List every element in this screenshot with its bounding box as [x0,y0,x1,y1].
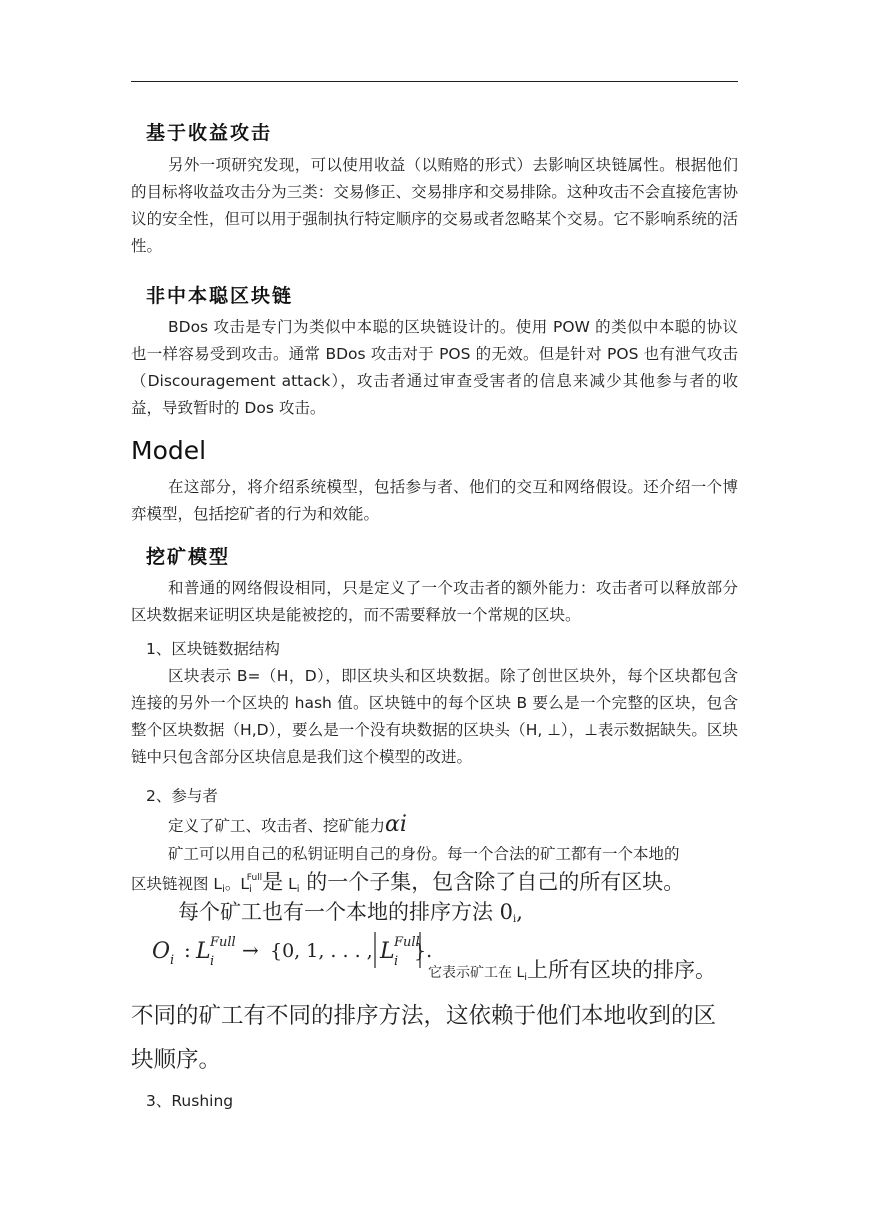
formula-full: Full [210,935,236,950]
line3-part-b: 。L [224,875,249,893]
participants-line-3 [131,866,684,896]
line4-part-b: , [516,900,523,924]
section-heading-profit-attack: 基于收益攻击 [146,122,273,144]
line3-sub-i-2: i [249,884,252,895]
formula-explanation-big: 上所有区块的排序。 [527,958,717,982]
section-heading-model: Model [131,436,207,465]
participants-line-5: 不同的矿工有不同的排序方法，这依赖于他们本地收到的区 [131,1003,717,1029]
formula-explanation-small: 它表示矿工在 L [428,965,525,981]
formula-set-open: {0, 1, . . . , [270,940,373,962]
paragraph-model: 在这部分，将介绍系统模型，包括参与者、他们的交互和网络假设。还介绍一个博弈模型，包括挖矿者的行为和效能。 [131,478,738,523]
paragraph-profit-attack: 另外一项研究发现，可以使用收益（以贿赂的形式）去影响区块链属性。根据他们的目标将收益攻击分为三类：交易修正、交易排序和交易排除。这种攻击不会直接危害协议的安全性，但可以用于强制执行特定顺序的交易或者忽略某个交易。它不影响系统的活性。 [131,156,738,255]
participants-line-6: 块顺序。 [131,1047,222,1073]
ordering-formula [150,926,433,972]
line4-part-a: 每个矿工也有一个本地的排序方法 0 [178,900,514,924]
line3-sub-i-3: i [296,884,300,895]
participants-line-1-text: 定义了矿工、攻击者、挖矿能力 [168,817,386,835]
item-title-rushing: 3、Rushing [146,1092,234,1110]
formula-L: L [196,939,211,964]
formula-i-3: i [394,954,399,969]
line3-sub-i: i [222,884,225,895]
line4-sub-i: i [513,914,517,925]
paragraph-non-nakamoto: BDos 攻击是专门为类似中本聪的区块链设计的。使用 POW 的类似中本聪的协议也一样容易受到攻击。通常 BDos 攻击对于 POS 的无效。但是针对 POS 也有泄气攻击（Discouragement attack），攻击者通过审查受害者的信息来减少其他参与者的收益，导致暂时的 Dos 攻击。 [131,318,738,417]
formula-close-brace: }. [414,940,433,962]
section-heading-mining-model: 挖矿模型 [146,546,231,568]
line3-part-c: 是 [262,870,284,894]
formula-explanation [428,954,716,984]
formula-full-2: Full [394,935,420,950]
line3-part-e: 的一个子集，包含除了自己的所有区块。 [299,870,685,894]
line3-sup-full: Full [246,873,263,883]
item-title-data-structure: 1、区块链数据结构 [146,640,280,658]
formula-i: i [170,953,175,968]
participants-line-4 [178,896,523,926]
line3-part-a: 区块链视图 L [131,875,223,893]
item-title-participants: 2、参与者 [146,787,218,805]
paragraph-data-structure: 区块表示 B=（H，D），即区块头和区块数据。除了创世区块外，每个区块都包含连接的另外一个区块的 hash 值。区块链中的每个区块 B 要么是一个完整的区块，包含整个区块数据（H,D），要么是一个没有块数据的区块头（H, ⊥），⊥表示数据缺失。区块链中只包含部分区块信息是我们这个模型的改进。 [131,667,738,766]
formula-colon: : [184,938,191,962]
formula-i-2: i [210,954,215,969]
formula-L-2: L [380,939,395,964]
participants-line-2: 矿工可以用自己的私钥证明自己的身份。每一个合法的矿工都有一个本地的 [168,845,680,863]
formula-O: O [152,939,171,964]
line3-part-d: L [283,875,297,893]
paragraph-mining-model: 和普通的网络假设相同，只是定义了一个攻击者的额外能力：攻击者可以释放部分区块数据来证明区块是能被挖的，而不需要释放一个常规的区块。 [131,579,738,624]
participants-line-1 [168,812,407,837]
formula-explanation-sub: i [524,972,528,983]
formula-arrow: → [242,938,259,962]
mining-power-symbol: αi [385,812,407,837]
header-rule [131,81,738,82]
section-heading-non-nakamoto: 非中本聪区块链 [146,285,294,307]
